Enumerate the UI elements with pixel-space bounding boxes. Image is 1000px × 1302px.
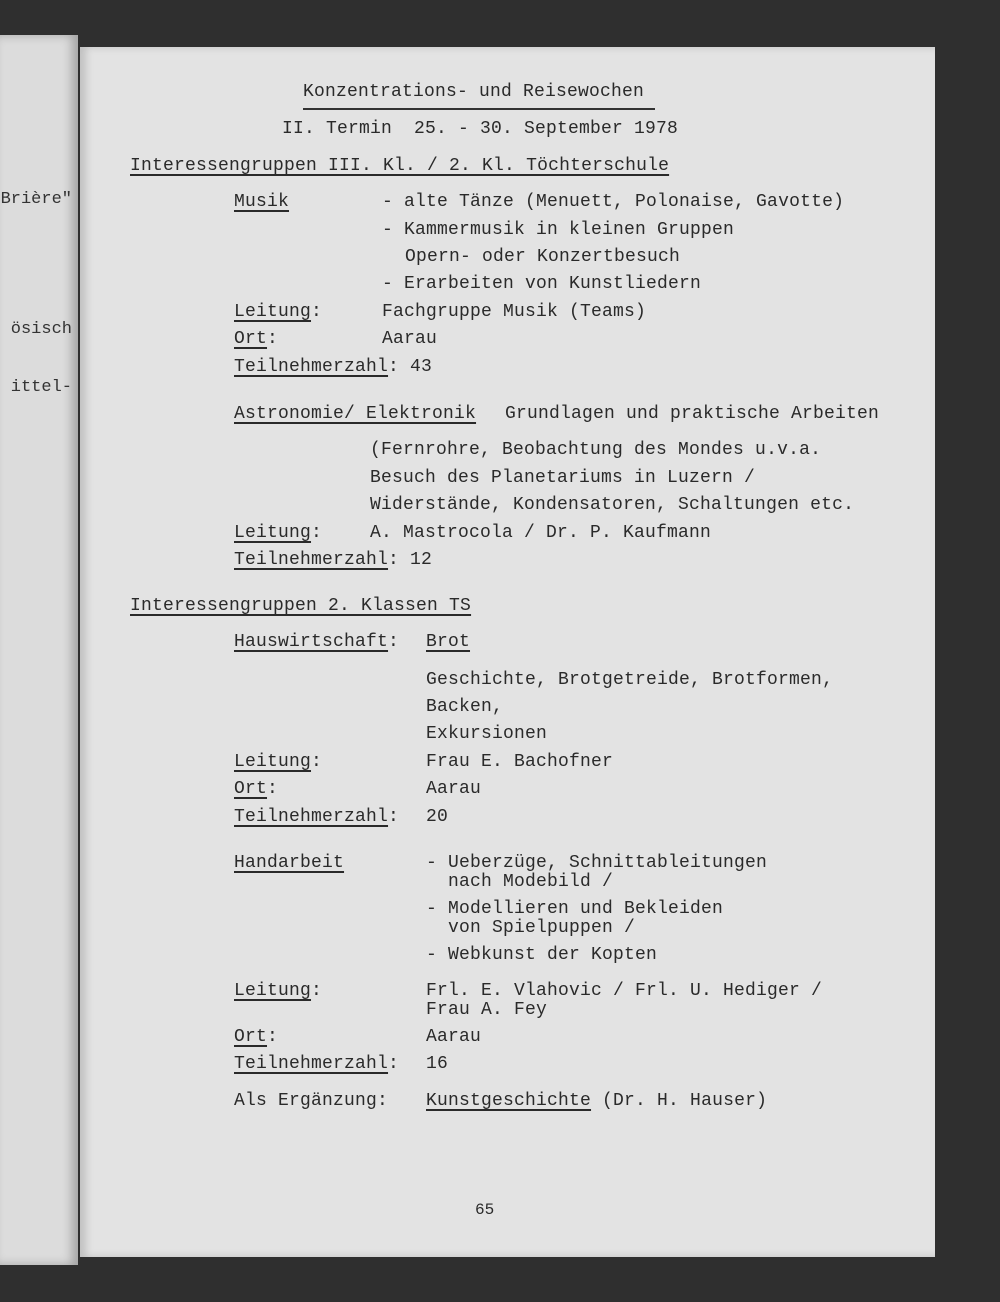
page-number: 65 bbox=[475, 1201, 495, 1219]
musik-item: - Erarbeiten von Kunstliedern bbox=[382, 274, 702, 294]
group1-heading: Interessengruppen III. Kl. / 2. Kl. Töchterschule bbox=[130, 156, 670, 176]
handarbeit-teilnehmer-label: Teilnehmerzahl: bbox=[234, 1054, 400, 1074]
prev-page-line: Brière" bbox=[0, 190, 72, 209]
ergaenzung-subject: Kunstgeschichte bbox=[426, 1091, 592, 1111]
handarbeit-teilnehmer: 16 bbox=[426, 1054, 449, 1074]
handarbeit-item: - Webkunst der Kopten bbox=[426, 945, 658, 965]
ergaenzung-label: Als Ergänzung: bbox=[234, 1091, 389, 1111]
prev-page-line: ittel- bbox=[10, 378, 72, 397]
previous-page-edge bbox=[0, 35, 78, 1265]
hauswirtschaft-line: Geschichte, Brotgetreide, Brotformen, bbox=[426, 670, 834, 690]
astronomie-teilnehmer-label: Teilnehmerzahl: 12 bbox=[234, 550, 433, 570]
handarbeit-label: Handarbeit bbox=[234, 853, 345, 873]
musik-teilnehmer: 43 bbox=[410, 357, 433, 377]
musik-item: - alte Tänze (Menuett, Polonaise, Gavotte) bbox=[382, 192, 845, 212]
musik-leitung-label: Leitung: bbox=[234, 302, 323, 322]
musik-ort-label: Ort: bbox=[234, 329, 279, 349]
ergaenzung-value bbox=[426, 1091, 767, 1111]
handarbeit-ort: Aarau bbox=[426, 1027, 482, 1047]
page-title: Konzentrations- und Reisewochen bbox=[303, 82, 645, 102]
document-page bbox=[80, 47, 935, 1257]
astronomie-summary: Grundlagen und praktische Arbeiten bbox=[505, 404, 880, 424]
musik-leitung: Fachgruppe Musik (Teams) bbox=[382, 302, 647, 322]
astronomie-leitung-label: Leitung: bbox=[234, 523, 323, 543]
handarbeit-item: - Ueberzüge, Schnittableitungen bbox=[426, 853, 768, 873]
prev-page-line: ösisch bbox=[10, 320, 72, 339]
astronomie-line: Besuch des Planetariums in Luzern / bbox=[370, 468, 756, 488]
hauswirtschaft-line: Exkursionen bbox=[426, 724, 548, 744]
handarbeit-item: - Modellieren und Bekleiden bbox=[426, 899, 724, 919]
astronomie-leitung: A. Mastrocola / Dr. P. Kaufmann bbox=[370, 523, 712, 543]
astronomie-teilnehmer: 12 bbox=[410, 550, 433, 570]
astronomie-line: (Fernrohre, Beobachtung des Mondes u.v.a. bbox=[370, 440, 822, 460]
musik-teilnehmer-label: Teilnehmerzahl: 43 bbox=[234, 357, 433, 377]
handarbeit-leitung: Frau A. Fey bbox=[426, 1000, 548, 1020]
page-subtitle: II. Termin 25. - 30. September 1978 bbox=[282, 119, 679, 139]
group2-heading: Interessengruppen 2. Klassen TS bbox=[130, 596, 472, 616]
handarbeit-item: von Spielpuppen / bbox=[448, 918, 636, 938]
handarbeit-leitung-label: Leitung: bbox=[234, 981, 323, 1001]
musik-ort: Aarau bbox=[382, 329, 438, 349]
title-rule bbox=[303, 108, 655, 110]
musik-label: Musik bbox=[234, 192, 290, 212]
musik-item: - Kammermusik in kleinen Gruppen bbox=[382, 220, 735, 240]
hauswirtschaft-leitung: Frau E. Bachofner bbox=[426, 752, 614, 772]
hauswirtschaft-teilnehmer: 20 bbox=[426, 807, 449, 827]
musik-item: Opern- oder Konzertbesuch bbox=[405, 247, 681, 267]
astronomie-line: Widerstände, Kondensatoren, Schaltungen etc. bbox=[370, 495, 855, 515]
hauswirtschaft-label: Hauswirtschaft: bbox=[234, 632, 400, 652]
hauswirtschaft-teilnehmer-label: Teilnehmerzahl: bbox=[234, 807, 400, 827]
ergaenzung-person: (Dr. H. Hauser) bbox=[602, 1091, 768, 1111]
handarbeit-leitung: Frl. E. Vlahovic / Frl. U. Hediger / bbox=[426, 981, 823, 1001]
hauswirtschaft-ort: Aarau bbox=[426, 779, 482, 799]
hauswirtschaft-leitung-label: Leitung: bbox=[234, 752, 323, 772]
handarbeit-ort-label: Ort: bbox=[234, 1027, 279, 1047]
handarbeit-item: nach Modebild / bbox=[448, 872, 614, 892]
astronomie-label: Astronomie/ Elektronik bbox=[234, 404, 477, 424]
hauswirtschaft-ort-label: Ort: bbox=[234, 779, 279, 799]
hauswirtschaft-line: Backen, bbox=[426, 697, 504, 717]
hauswirtschaft-topic: Brot bbox=[426, 632, 471, 652]
